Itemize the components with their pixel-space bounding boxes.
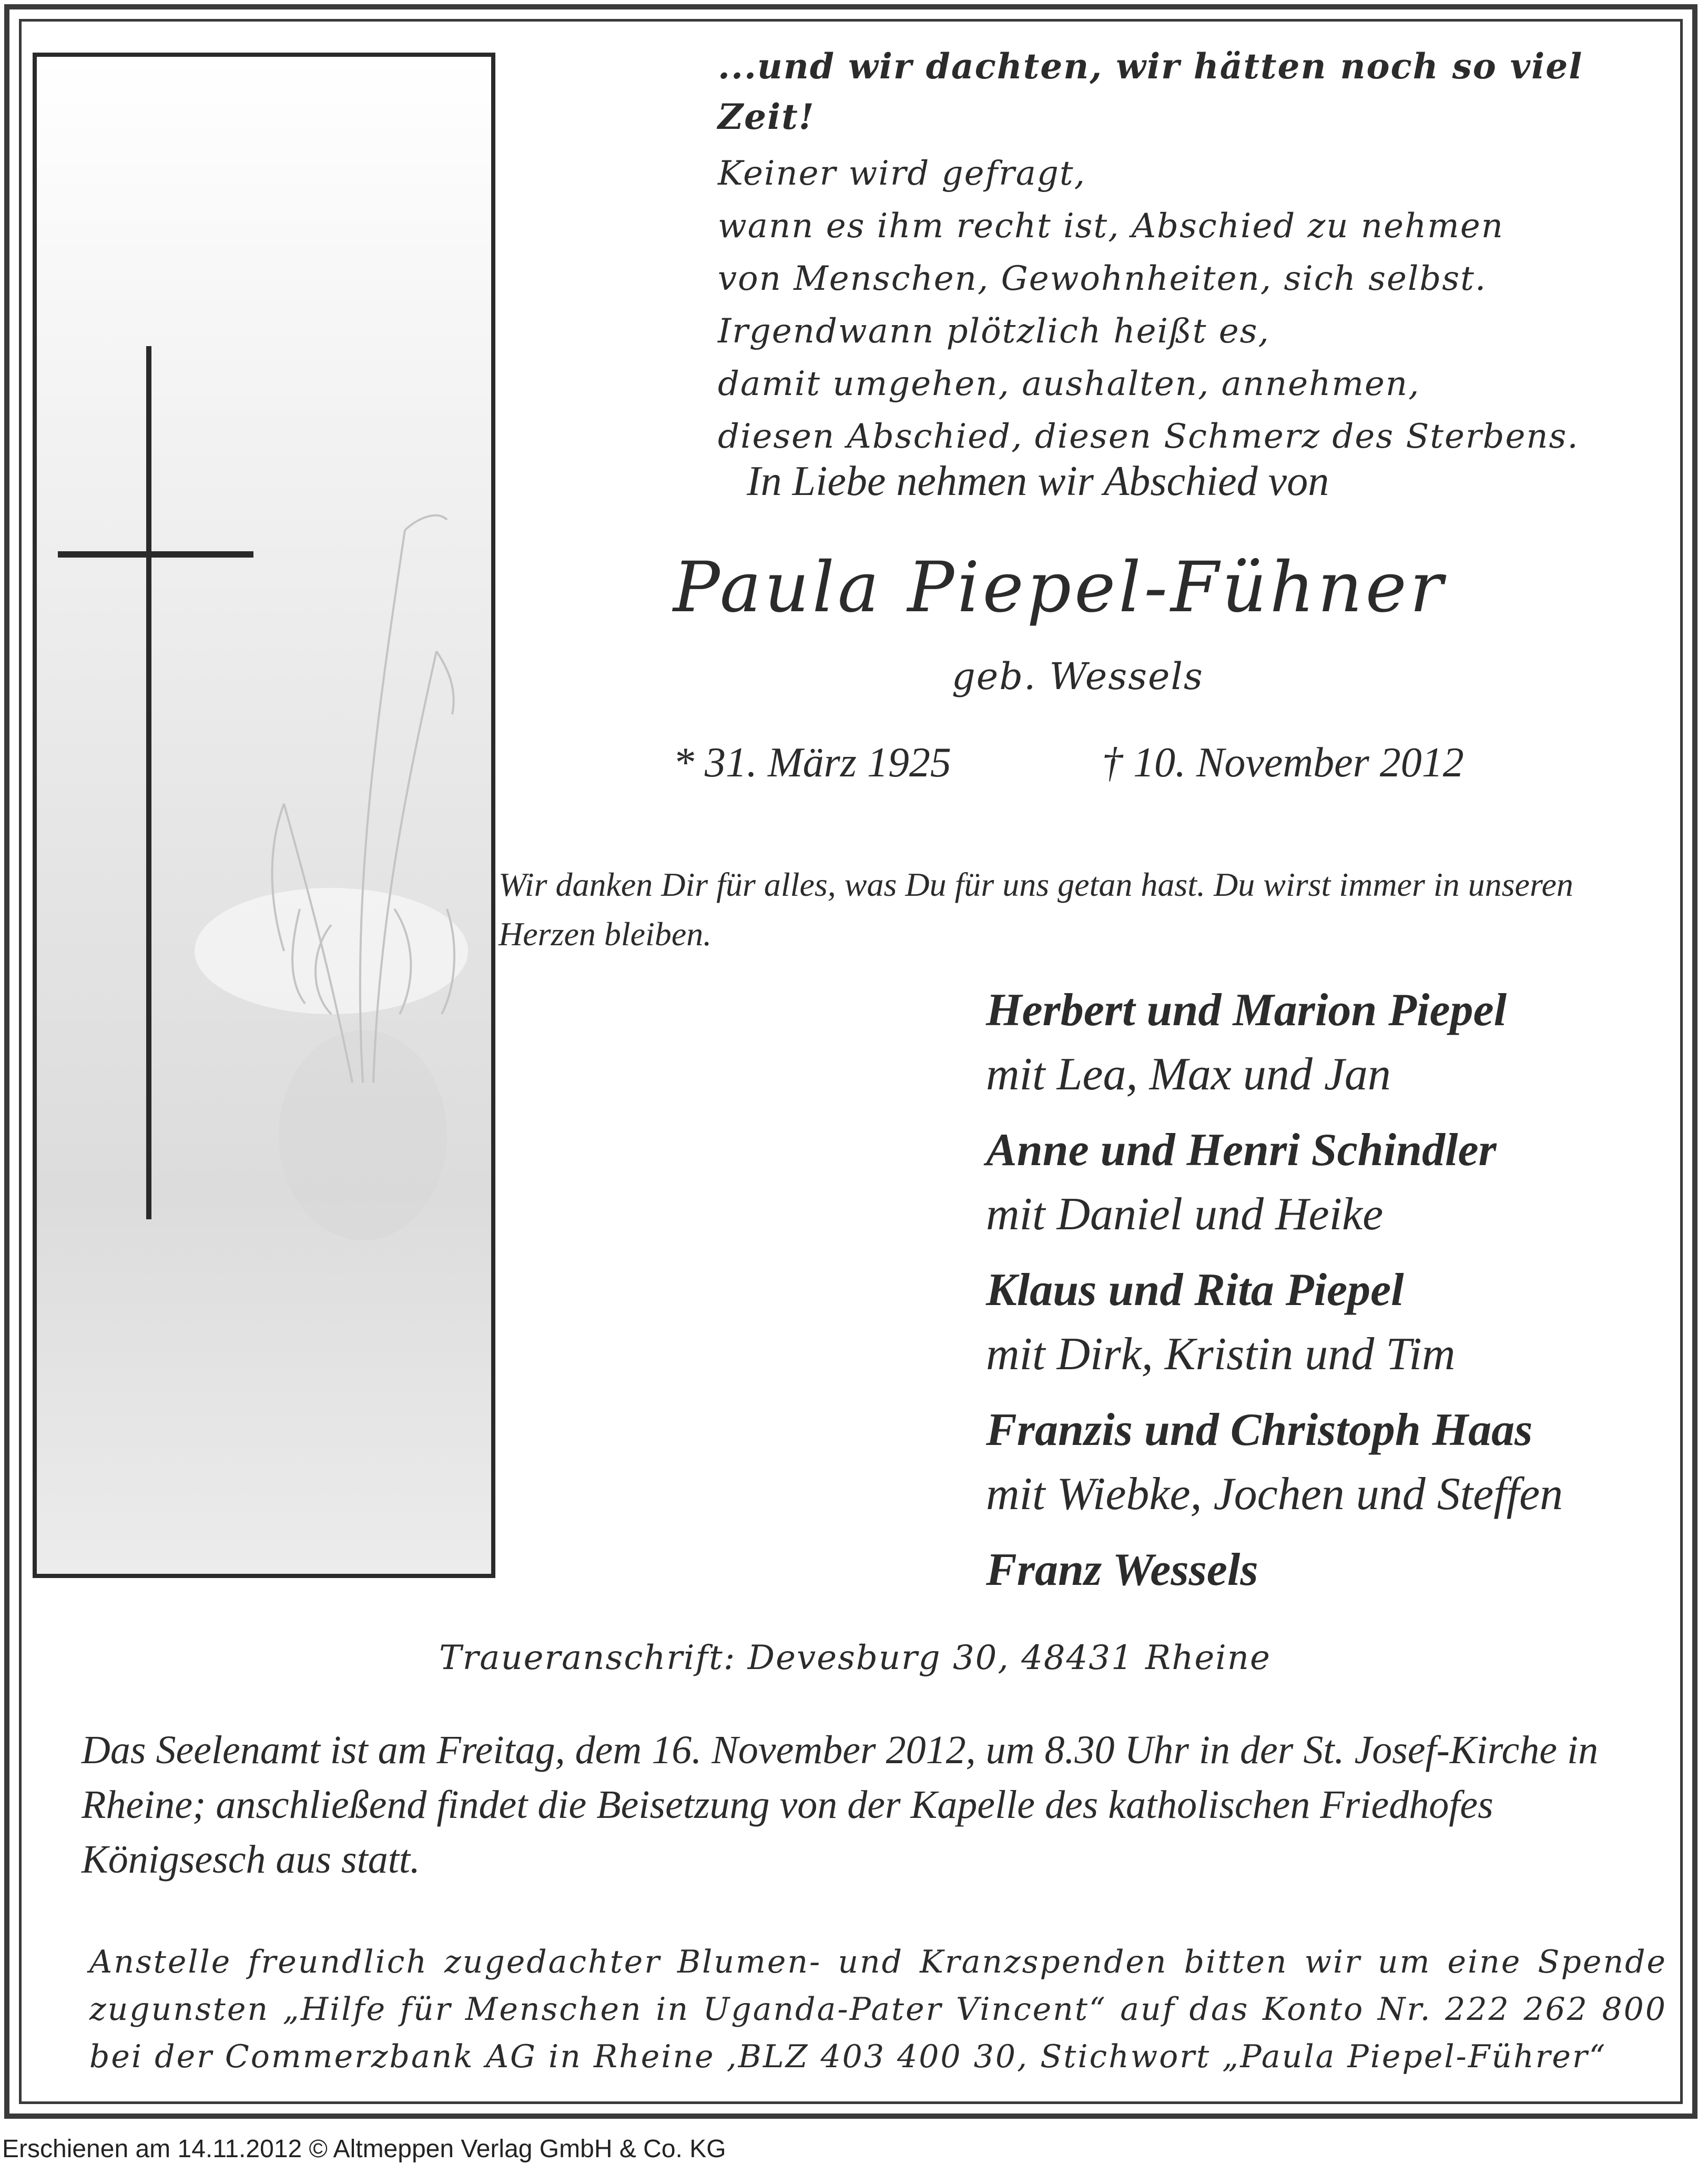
- poem-line: Keiner wird gefragt,: [718, 154, 1086, 193]
- mourners-list: [986, 978, 1563, 1602]
- cross-horizontal: [58, 551, 253, 558]
- poem-line: Irgendwann plötzlich heißt es,: [718, 312, 1270, 351]
- mourner-children: mit Dirk, Kristin und Tim: [986, 1329, 1456, 1380]
- mourner-names: Franzis und Christoph Haas: [986, 1404, 1533, 1455]
- mourner-names: Herbert und Marion Piepel: [986, 985, 1507, 1036]
- mourner-names: Franz Wessels: [986, 1544, 1258, 1595]
- birth-date: * 31. März 1925: [673, 740, 951, 786]
- memorial-image: [33, 53, 495, 1578]
- poem-line: wann es ihm recht ist, Abschied zu nehmen: [718, 207, 1504, 246]
- poem-line: damit umgehen, aushalten, annehmen,: [718, 365, 1420, 403]
- mourner-children: mit Lea, Max und Jan: [986, 1049, 1391, 1100]
- poem-line: von Menschen, Gewohnheiten, sich selbst.: [718, 259, 1487, 298]
- mourner-children: mit Daniel und Heike: [986, 1189, 1384, 1240]
- poem-title: ...und wir dachten, wir hätten noch so viel Zeit!: [718, 46, 1583, 137]
- mourner-names: Klaus und Rita Piepel: [986, 1265, 1404, 1316]
- mourning-address: Traueranschrift: Devesburg 30, 48431 Rheine: [439, 1639, 1271, 1677]
- death-date: † 10. November 2012: [1102, 740, 1464, 786]
- thanks-text: Wir danken Dir für alles, was Du für uns getan hast. Du wirst immer in unseren Herzen bleiben.: [499, 866, 1573, 953]
- mourner-children: mit Wiebke, Jochen und Steffen: [986, 1469, 1563, 1520]
- cross-vertical: [146, 346, 151, 1219]
- poem: [718, 41, 1675, 463]
- deceased-name: Paula Piepel-Fühner: [673, 547, 1446, 628]
- publication-footer: Erschienen am 14.11.2012 © Altmeppen Verlag GmbH & Co. KG: [2, 2135, 726, 2163]
- memorial-illustration: [37, 57, 491, 1574]
- donation-text: Anstelle freundlich zugedachter Blumen- und Kranzspenden bitten wir um eine Spende zugunsten „Hilfe für Menschen in Uganda-Pater Vincent“ auf das Konto Nr. 222 262 800 bei der Commerzbank AG in Rheine ,BLZ 403 400 30, Stichwort „Paula Piepel-Führer“: [89, 1944, 1667, 2075]
- funeral-service-text: Das Seelenamt ist am Freitag, dem 16. November 2012, um 8.30 Uhr in der St. Josef-Kirche in Rheine; anschließend findet die Beisetzung von der Kapelle des katholischen Friedhofes Königsesch aus statt.: [82, 1728, 1599, 1882]
- mourner-names: Anne und Henri Schindler: [986, 1125, 1497, 1176]
- maiden-name: geb. Wessels: [952, 655, 1204, 698]
- farewell-intro: In Liebe nehmen wir Abschied von: [747, 458, 1329, 504]
- poem-line: diesen Abschied, diesen Schmerz des Sterbens.: [718, 417, 1579, 456]
